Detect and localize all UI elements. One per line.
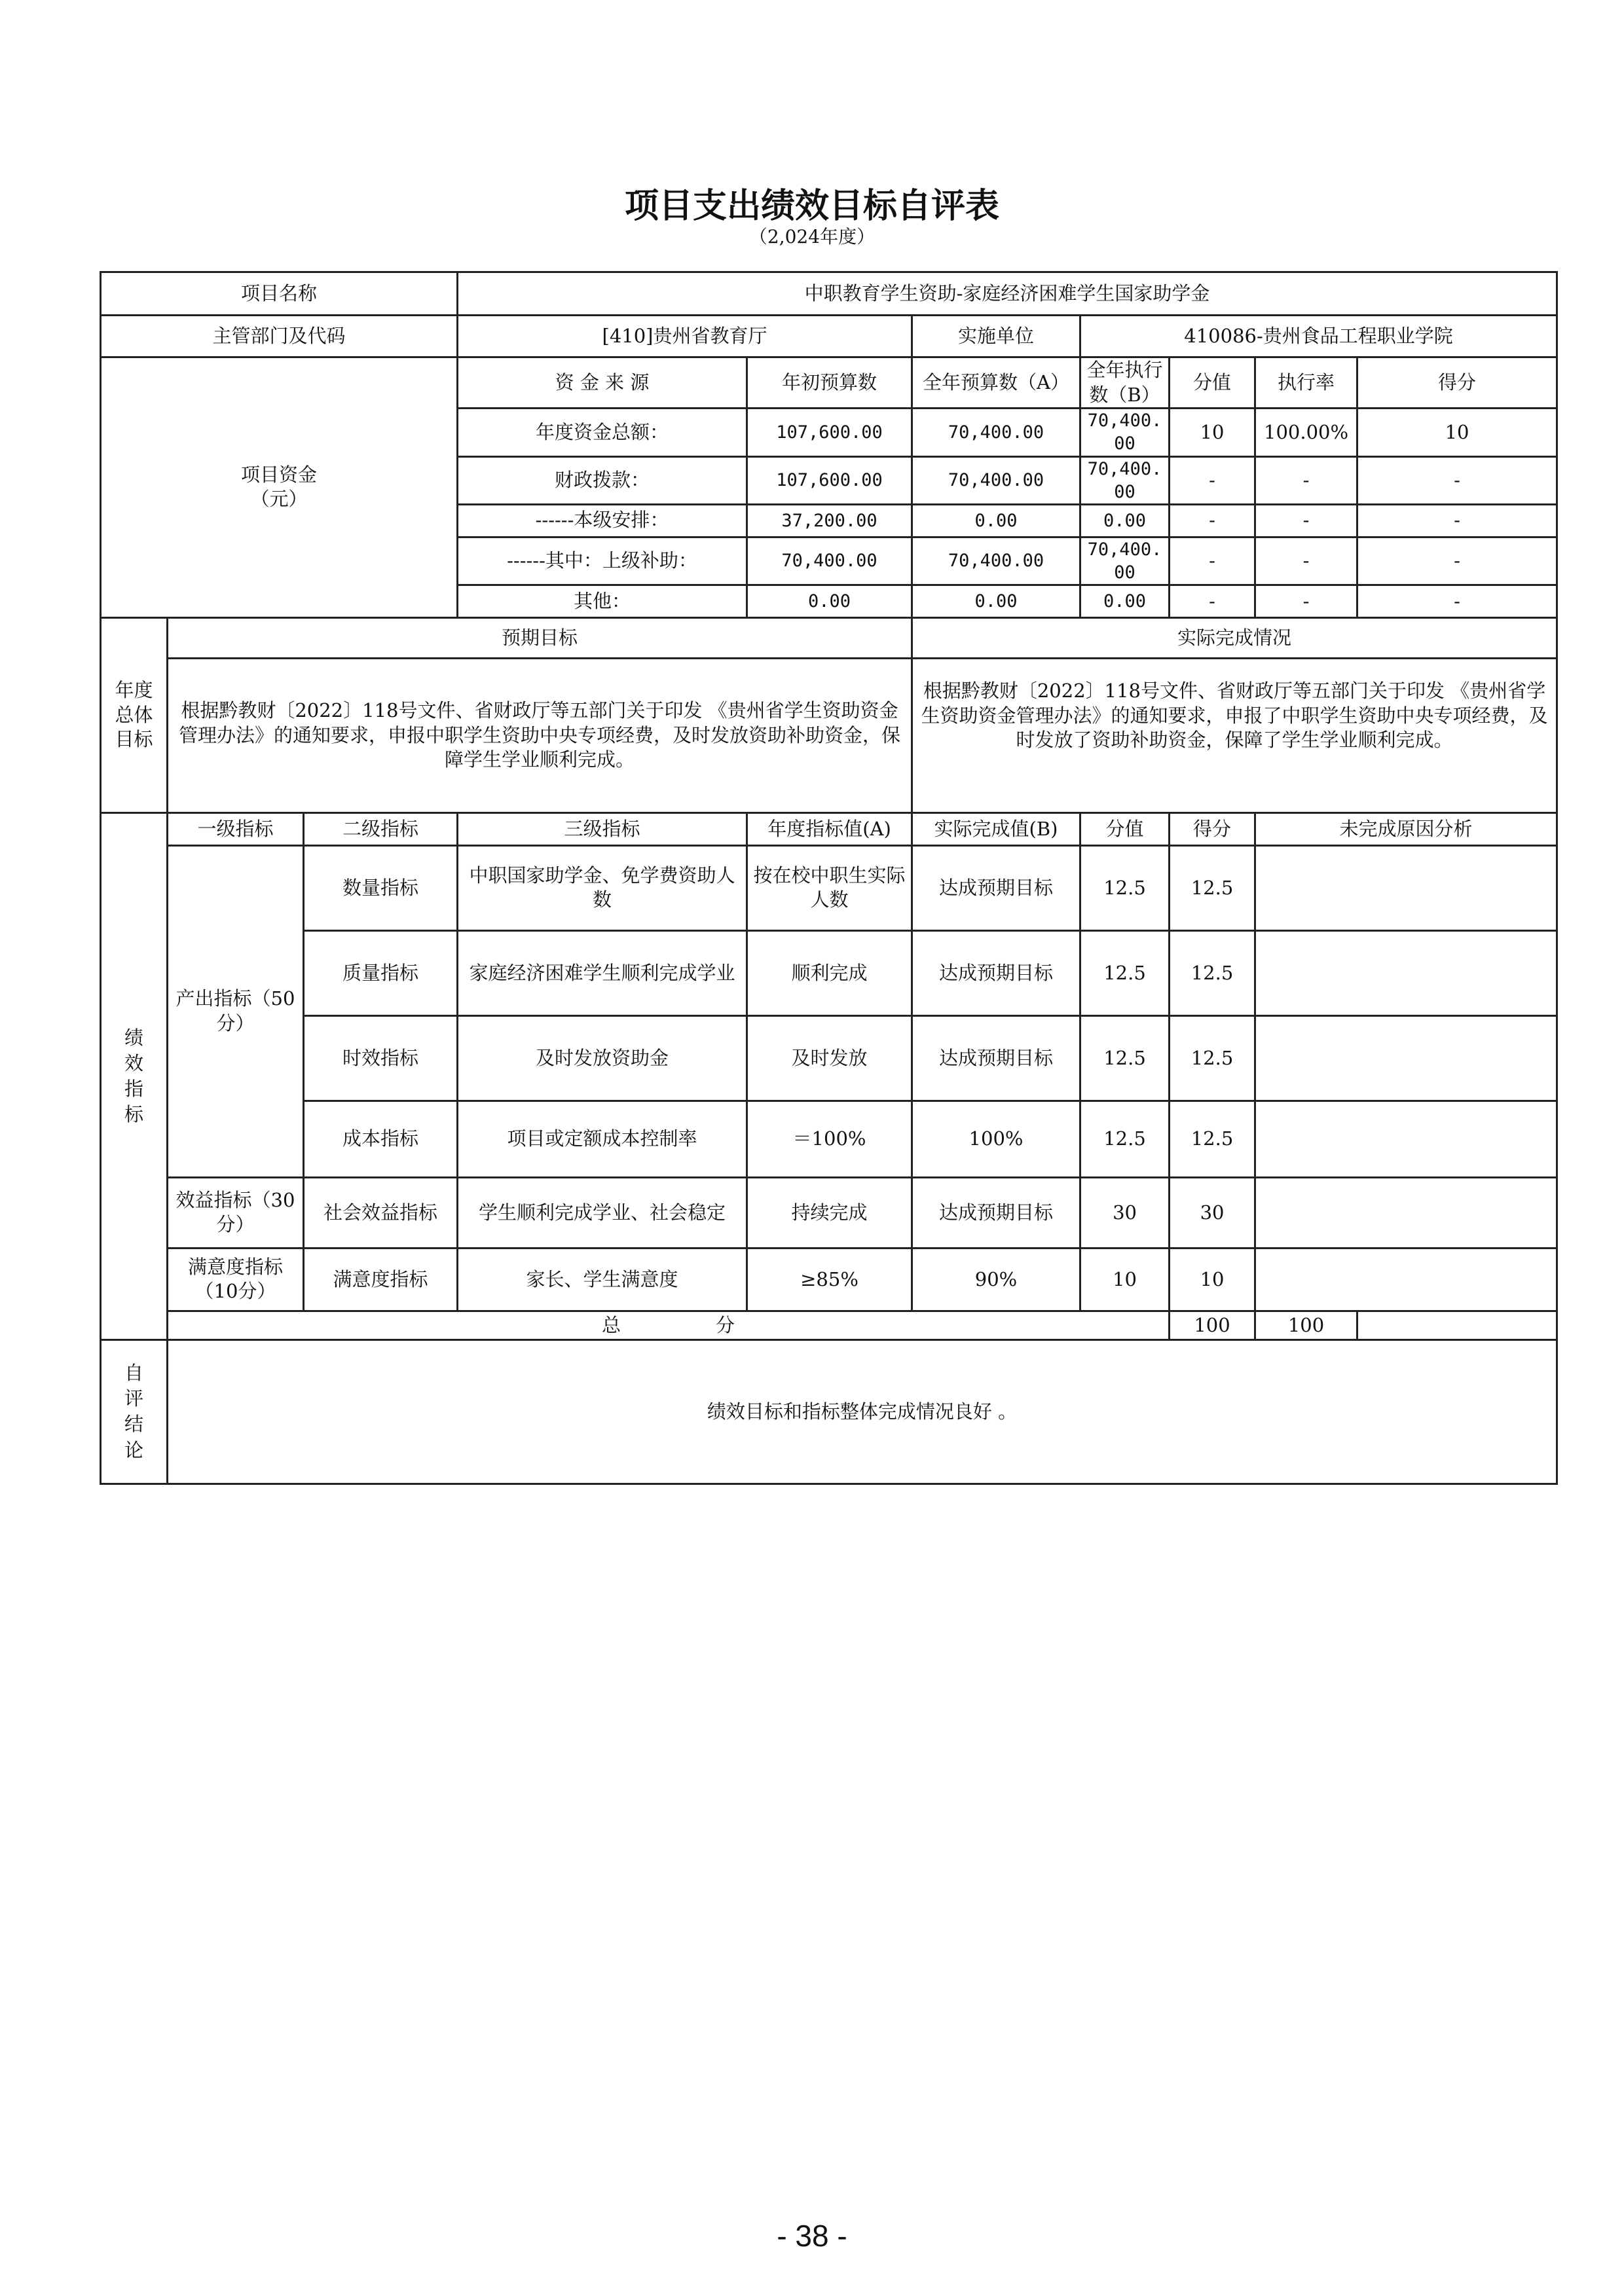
page-number: - 38 - — [777, 2219, 847, 2253]
funds-rate: 100.00% — [1255, 409, 1357, 456]
goals-content-row — [101, 658, 1557, 812]
funds-header-initial: 年初预算数 — [747, 357, 912, 409]
level3-cell: 中职国家助学金、免学费资助人数 — [458, 845, 747, 930]
funds-annual: 0.00 — [912, 504, 1080, 537]
actual-cell: 达成预期目标 — [912, 1177, 1080, 1248]
total-reason — [1357, 1311, 1557, 1339]
funds-rate: - — [1255, 456, 1357, 504]
score-cell: 12.5 — [1170, 930, 1255, 1015]
fiscal-year: （2,024年度） — [748, 226, 876, 247]
actual-cell: 100% — [912, 1101, 1080, 1177]
reason-cell — [1255, 1015, 1557, 1101]
level3-cell: 项目或定额成本控制率 — [458, 1101, 747, 1177]
funds-header-rate: 执行率 — [1255, 357, 1357, 409]
funds-label-line2: （元） — [250, 488, 308, 511]
target-cell: 及时发放 — [747, 1015, 912, 1101]
target-cell: ＝100% — [747, 1101, 912, 1177]
actual-status-header: 实际完成情况 — [912, 617, 1557, 658]
performance-table — [100, 271, 1558, 1485]
level2-cell: 数量指标 — [304, 845, 458, 930]
actual-cell: 达成预期目标 — [912, 845, 1080, 930]
department-label: 主管部门及代码 — [101, 316, 458, 357]
conclusion-row — [101, 1339, 1557, 1484]
header-actual: 实际完成值(B) — [912, 812, 1080, 845]
header-target: 年度指标值(A) — [747, 812, 912, 845]
value-cell: 12.5 — [1080, 1015, 1170, 1101]
target-cell: 持续完成 — [747, 1177, 912, 1248]
funds-executed: 70,400.00 — [1080, 537, 1170, 585]
project-name-value: 中职教育学生资助-家庭经济困难学生国家助学金 — [458, 272, 1557, 316]
score-cell: 12.5 — [1170, 1101, 1255, 1177]
level3-cell: 学生顺利完成学业、社会稳定 — [458, 1177, 747, 1248]
funds-score: - — [1357, 585, 1557, 617]
funds-score: - — [1357, 537, 1557, 585]
score-cell: 12.5 — [1170, 845, 1255, 930]
level2-cell: 成本指标 — [304, 1101, 458, 1177]
header-reason: 未完成原因分析 — [1255, 812, 1557, 845]
level2-cell: 时效指标 — [304, 1015, 458, 1101]
funds-source: ------其中：上级补助： — [458, 537, 747, 585]
reason-cell — [1255, 1101, 1557, 1177]
funds-initial: 70,400.00 — [747, 537, 912, 585]
expected-goal-header: 预期目标 — [168, 617, 912, 658]
project-name-row — [101, 272, 1557, 316]
target-cell: 按在校中职生实际人数 — [747, 845, 912, 930]
funds-label-line1: 项目资金 — [241, 463, 318, 486]
funds-source: 财政拨款： — [458, 456, 747, 504]
funds-header-executed: 全年执行数（B） — [1080, 357, 1170, 409]
header-value: 分值 — [1080, 812, 1170, 845]
annual-goal-label: 年度总体目标 — [101, 617, 168, 812]
funds-initial: 0.00 — [747, 585, 912, 617]
impl-unit-label: 实施单位 — [912, 316, 1080, 357]
funds-score: 10 — [1357, 409, 1557, 456]
funds-rate: - — [1255, 537, 1357, 585]
expected-goal-text: 根据黔教财〔2022〕118号文件、省财政厅等五部门关于印发 《贵州省学生资助资金管理办法》的通知要求，申报中职学生资助中央专项经费，及时发放资助补助资金，保障学生学业顺利完成。 — [168, 658, 912, 812]
conclusion-text: 绩效目标和指标整体完成情况良好 。 — [168, 1339, 1557, 1484]
indicator-row — [101, 1015, 1557, 1101]
level3-cell: 及时发放资助金 — [458, 1015, 747, 1101]
funds-annual: 70,400.00 — [912, 409, 1080, 456]
indicator-row — [101, 1177, 1557, 1248]
funds-initial: 107,600.00 — [747, 409, 912, 456]
funds-header-annual: 全年预算数（A） — [912, 357, 1080, 409]
indicator-row — [101, 1101, 1557, 1177]
indicator-row — [101, 1248, 1557, 1311]
funds-annual: 70,400.00 — [912, 456, 1080, 504]
indicator-row — [101, 845, 1557, 930]
self-eval-text: 自评结论 — [124, 1362, 143, 1461]
value-cell: 10 — [1080, 1248, 1170, 1311]
value-cell: 30 — [1080, 1177, 1170, 1248]
reason-cell — [1255, 1248, 1557, 1311]
funds-initial: 37,200.00 — [747, 504, 912, 537]
actual-cell: 达成预期目标 — [912, 930, 1080, 1015]
funds-source: 其他： — [458, 585, 747, 617]
value-cell: 12.5 — [1080, 930, 1170, 1015]
funds-score: - — [1357, 456, 1557, 504]
total-label: 总 分 — [168, 1311, 1170, 1339]
level1-satisfaction: 满意度指标（10分） — [168, 1248, 304, 1311]
level2-cell: 质量指标 — [304, 930, 458, 1015]
header-level2: 二级指标 — [304, 812, 458, 845]
reason-cell — [1255, 930, 1557, 1015]
total-row — [101, 1311, 1557, 1339]
funds-initial: 107,600.00 — [747, 456, 912, 504]
value-cell: 12.5 — [1080, 1101, 1170, 1177]
level2-cell: 社会效益指标 — [304, 1177, 458, 1248]
perf-indicators-label — [101, 812, 168, 1339]
level2-cell: 满意度指标 — [304, 1248, 458, 1311]
funds-score-value: - — [1170, 504, 1255, 537]
funds-source: 年度资金总额： — [458, 409, 747, 456]
funds-executed: 70,400.00 — [1080, 456, 1170, 504]
funds-executed: 70,400.00 — [1080, 409, 1170, 456]
level1-output: 产出指标（50分） — [168, 845, 304, 1177]
score-cell: 12.5 — [1170, 1015, 1255, 1101]
funds-annual: 70,400.00 — [912, 537, 1080, 585]
header-level3: 三级指标 — [458, 812, 747, 845]
page-title: 项目支出绩效目标自评表 — [624, 187, 999, 226]
funds-executed: 0.00 — [1080, 585, 1170, 617]
department-value: [410]贵州省教育厅 — [458, 316, 912, 357]
indicators-header-row — [101, 812, 1557, 845]
funds-executed: 0.00 — [1080, 504, 1170, 537]
funds-header-score: 得分 — [1357, 357, 1557, 409]
funds-score-value: 10 — [1170, 409, 1255, 456]
impl-unit-value: 410086-贵州食品工程职业学院 — [1080, 316, 1557, 357]
project-name-label: 项目名称 — [101, 272, 458, 316]
funds-label — [101, 357, 458, 618]
level1-benefit: 效益指标（30分） — [168, 1177, 304, 1248]
funds-score: - — [1357, 504, 1557, 537]
actual-status-text: 根据黔教财〔2022〕118号文件、省财政厅等五部门关于印发 《贵州省学生资助资金管理办法》的通知要求，申报了中职学生资助中央专项经费，及时发放了资助补助资金，保障了学生学业顺利完成。 — [912, 658, 1557, 812]
self-eval-label — [101, 1339, 168, 1484]
funds-score-value: - — [1170, 585, 1255, 617]
funds-rate: - — [1255, 585, 1357, 617]
score-cell: 30 — [1170, 1177, 1255, 1248]
goals-header-row — [101, 617, 1557, 658]
value-cell: 12.5 — [1080, 845, 1170, 930]
total-value: 100 — [1170, 1311, 1255, 1339]
reason-cell — [1255, 1177, 1557, 1248]
header-score: 得分 — [1170, 812, 1255, 845]
target-cell: ≥85% — [747, 1248, 912, 1311]
department-row — [101, 316, 1557, 357]
level3-cell: 家长、学生满意度 — [458, 1248, 747, 1311]
funds-source: ------本级安排： — [458, 504, 747, 537]
indicator-row — [101, 930, 1557, 1015]
actual-cell: 达成预期目标 — [912, 1015, 1080, 1101]
funds-header-row — [101, 357, 1557, 409]
score-cell: 10 — [1170, 1248, 1255, 1311]
funds-header-source: 资 金 来 源 — [458, 357, 747, 409]
funds-header-score-value: 分值 — [1170, 357, 1255, 409]
funds-rate: - — [1255, 504, 1357, 537]
level3-cell: 家庭经济困难学生顺利完成学业 — [458, 930, 747, 1015]
target-cell: 顺利完成 — [747, 930, 912, 1015]
funds-score-value: - — [1170, 537, 1255, 585]
header-level1: 一级指标 — [168, 812, 304, 845]
reason-cell — [1255, 845, 1557, 930]
actual-cell: 90% — [912, 1248, 1080, 1311]
total-score: 100 — [1255, 1311, 1357, 1339]
funds-annual: 0.00 — [912, 585, 1080, 617]
perf-indicators-text: 绩效指标 — [124, 1026, 143, 1126]
funds-score-value: - — [1170, 456, 1255, 504]
